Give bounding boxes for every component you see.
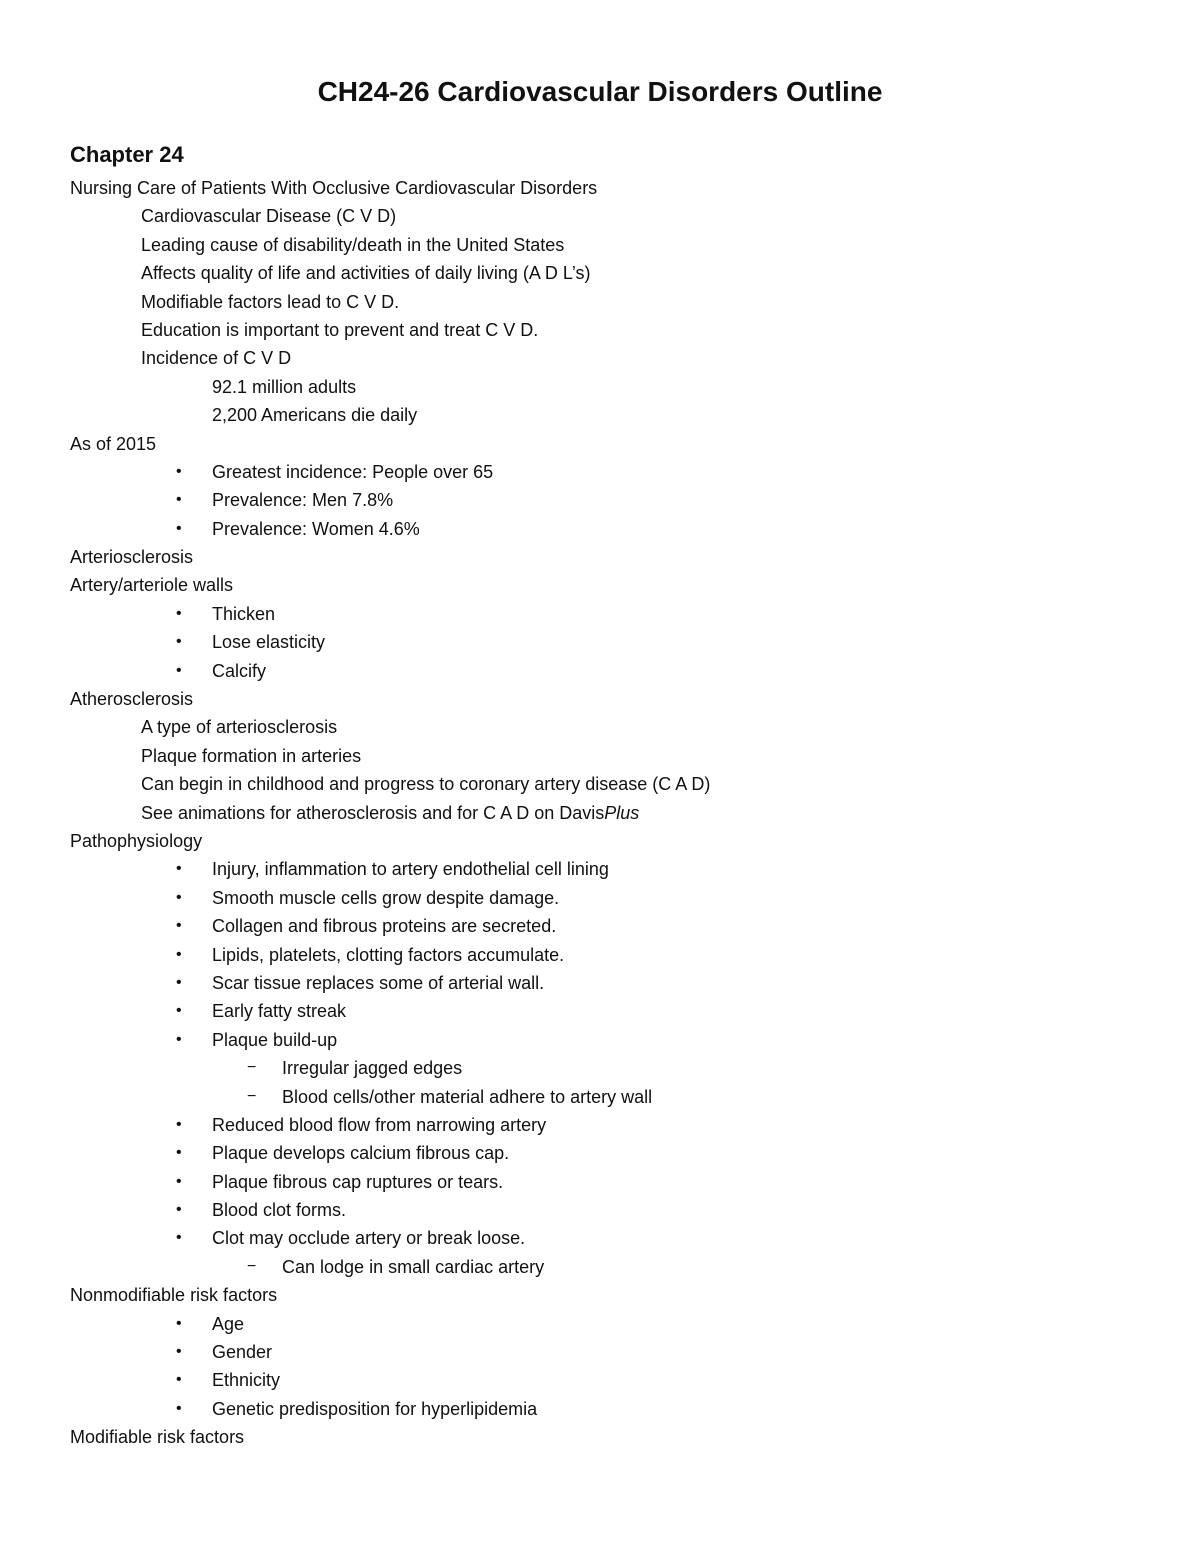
outline-line — [0, 1395, 1200, 1423]
outline-line — [0, 770, 1200, 798]
outline-line — [0, 912, 1200, 940]
bullet-icon: • — [176, 1115, 182, 1133]
outline-line — [0, 1026, 1200, 1054]
outline-line-text: Education is important to prevent and treat C V D. — [141, 319, 539, 340]
bullet-icon: • — [176, 860, 182, 878]
outline-line-text: Injury, inflammation to artery endothelial cell lining — [212, 859, 609, 880]
bullet-icon: • — [176, 1371, 182, 1389]
outline-line — [0, 543, 1200, 571]
outline-line-text: Modifiable risk factors — [70, 1427, 245, 1448]
bullet-icon: • — [176, 462, 182, 480]
outline-line-text: Early fatty streak — [212, 1001, 347, 1022]
bullet-icon: • — [176, 633, 182, 651]
bullet-icon: • — [176, 917, 182, 935]
outline-line-text: Irregular jagged edges — [282, 1058, 463, 1079]
outline-line-text: Calcify — [212, 660, 267, 681]
outline-line — [0, 685, 1200, 713]
outline-line — [0, 344, 1200, 372]
outline-line-text: Scar tissue replaces some of arterial wall. — [212, 972, 545, 993]
outline-line — [0, 1139, 1200, 1167]
outline-line-text: Incidence of C V D — [141, 348, 292, 369]
outline-line-text: Prevalence: Women 4.6% — [212, 518, 420, 539]
outline-line-text: Gender — [212, 1342, 273, 1363]
outline-line — [0, 259, 1200, 287]
outline-line — [0, 1253, 1200, 1281]
outline-line — [0, 515, 1200, 543]
outline-line-text: Collagen and fibrous proteins are secreted. — [212, 916, 557, 937]
outline-line-text: See animations for atherosclerosis and for C A D on Davis — [141, 802, 605, 823]
outline-line-text: Nursing Care of Patients With Occlusive Cardiovascular Disorders — [70, 178, 598, 198]
outline-line — [0, 373, 1200, 401]
outline-line — [0, 1366, 1200, 1394]
outline-line-text: Smooth muscle cells grow despite damage. — [212, 887, 560, 908]
document-title: CH24-26 Cardiovascular Disorders Outline — [317, 76, 883, 107]
outline-line-text: Can begin in childhood and progress to coronary artery disease (C A D) — [141, 774, 711, 795]
outline-line — [0, 1196, 1200, 1224]
outline-line-italic-text: Plus — [604, 802, 640, 823]
outline-line — [0, 316, 1200, 344]
bullet-icon: • — [176, 661, 182, 679]
outline-line-text: Prevalence: Men 7.8% — [212, 490, 394, 511]
outline-line — [0, 288, 1200, 316]
outline-line — [0, 486, 1200, 514]
outline-line-text: As of 2015 — [70, 433, 157, 454]
outline-line-text: Thicken — [212, 603, 276, 624]
outline-line-text: Ethnicity — [212, 1370, 281, 1391]
outline-line-text: Clot may occlude artery or break loose. — [212, 1228, 526, 1249]
outline-line-text: Reduced blood flow from narrowing artery — [212, 1114, 547, 1135]
outline-line — [0, 799, 1200, 827]
outline-line — [0, 1281, 1200, 1309]
outline-line — [0, 941, 1200, 969]
outline-line-text: Lipids, platelets, clotting factors accumulate. — [212, 944, 565, 965]
bullet-icon: • — [176, 1172, 182, 1190]
outline-line — [0, 884, 1200, 912]
bullet-icon: • — [176, 1002, 182, 1020]
outline-line-text: A type of arteriosclerosis — [141, 717, 338, 738]
outline-line — [0, 713, 1200, 741]
dash-icon: − — [247, 1257, 257, 1275]
bullet-icon: • — [176, 604, 182, 622]
outline-line-text: Blood cells/other material adhere to artery wall — [282, 1086, 653, 1107]
bullet-icon: • — [176, 945, 182, 963]
outline-line — [0, 827, 1200, 855]
bullet-icon: • — [176, 1201, 182, 1219]
outline-line — [0, 628, 1200, 656]
outline-line — [0, 401, 1200, 429]
outline-line — [0, 1168, 1200, 1196]
outline-line-text: Blood clot forms. — [212, 1200, 347, 1221]
outline-line — [0, 571, 1200, 599]
bullet-icon: • — [176, 973, 182, 991]
outline-line-text: Lose elasticity — [212, 632, 326, 653]
outline-line-text: Affects quality of life and activities of daily living (A D L’s) — [141, 263, 591, 284]
chapter-heading: Chapter 24 — [70, 142, 184, 167]
outline-line-text: Arteriosclerosis — [70, 547, 194, 568]
outline-list — [0, 174, 1200, 1452]
outline-line — [0, 742, 1200, 770]
outline-line-text: Leading cause of disability/death in the United States — [141, 234, 565, 255]
outline-line-text: Cardiovascular Disease (C V D) — [141, 206, 397, 227]
outline-line-text: Pathophysiology — [70, 830, 203, 851]
dash-icon: − — [247, 1059, 257, 1077]
outline-line — [0, 1338, 1200, 1366]
outline-line-text: Genetic predisposition for hyperlipidemia — [212, 1398, 538, 1419]
outline-line-text: 2,200 Americans die daily — [212, 405, 418, 426]
outline-line — [0, 1111, 1200, 1139]
outline-line-text: Plaque build-up — [212, 1029, 338, 1050]
dash-icon: − — [247, 1087, 257, 1105]
outline-line-text: Greatest incidence: People over 65 — [212, 461, 494, 482]
bullet-icon: • — [176, 1343, 182, 1361]
outline-line-text: Can lodge in small cardiac artery — [282, 1256, 545, 1277]
outline-line-text: 92.1 million adults — [212, 376, 357, 397]
bullet-icon: • — [176, 519, 182, 537]
bullet-icon: • — [176, 888, 182, 906]
outline-line — [0, 1423, 1200, 1451]
bullet-icon: • — [176, 1030, 182, 1048]
outline-line — [0, 600, 1200, 628]
bullet-icon: • — [176, 1144, 182, 1162]
outline-line — [0, 458, 1200, 486]
outline-line — [0, 231, 1200, 259]
outline-line — [0, 1224, 1200, 1252]
outline-line — [0, 657, 1200, 685]
outline-line-text: Plaque formation in arteries — [141, 745, 362, 766]
bullet-icon: • — [176, 1314, 182, 1332]
bullet-icon: • — [176, 1399, 182, 1417]
outline-line — [0, 430, 1200, 458]
outline-line — [0, 969, 1200, 997]
outline-line — [0, 202, 1200, 230]
outline-line — [0, 1054, 1200, 1082]
bullet-icon: • — [176, 1229, 182, 1247]
outline-line-text: Age — [212, 1313, 245, 1334]
outline-line — [0, 855, 1200, 883]
outline-line-text: Plaque fibrous cap ruptures or tears. — [212, 1171, 504, 1192]
outline-line-text: Artery/arteriole walls — [70, 575, 234, 596]
outline-line — [0, 1310, 1200, 1338]
outline-line — [0, 997, 1200, 1025]
outline-line-text: Modifiable factors lead to C V D. — [141, 291, 400, 312]
outline-line-text: Atherosclerosis — [70, 689, 194, 710]
outline-line — [0, 1083, 1200, 1111]
outline-line-text: Nonmodifiable risk factors — [70, 1285, 278, 1306]
outline-line-text: Plaque develops calcium fibrous cap. — [212, 1143, 510, 1164]
outline-line — [0, 174, 1200, 202]
bullet-icon: • — [176, 491, 182, 509]
